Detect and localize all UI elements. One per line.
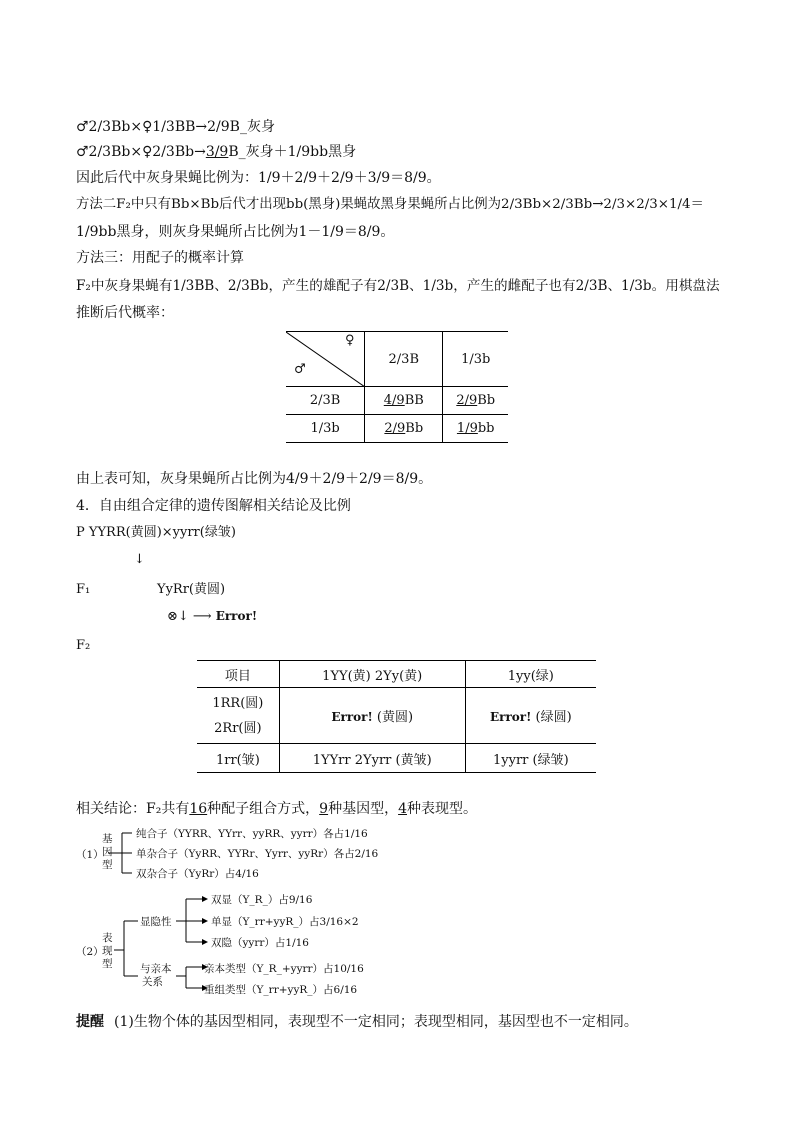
- punnett-cell-1-1: [365, 387, 443, 415]
- punnett-cell-2-2: [443, 415, 508, 443]
- line-method-3-desc-cont: 推断后代概率：: [76, 305, 174, 321]
- punnett-col-1: 2/3B: [365, 332, 443, 387]
- f1-genotype: YyRr(黄圆): [157, 582, 226, 597]
- f2-row-rr2: 2Rr(圆): [214, 720, 262, 736]
- punnett-cell-1-2-genotype: Bb: [477, 393, 496, 408]
- f2-cell-yellow-round: [279, 688, 465, 744]
- line-method-3-desc: F₂中灰身果蝇有1/3BB、2/3Bb，产生的雄配子有2/3B、1/3b，产生的雌配子也有2/3B、1/3b。用棋盘法: [76, 278, 720, 294]
- f2-cell-green-round-label: (绿圆): [531, 710, 572, 725]
- punnett-cell-1-2: [443, 387, 508, 415]
- line-method-3: 方法三：用配子的概率计算: [76, 250, 244, 266]
- tree2-branch-1c: 双隐（yyrr）占1/16: [211, 937, 309, 949]
- tree1-branch-1: 纯合子（YYRR、YYrr、yyRR、yyrr）各占1/16: [136, 828, 368, 840]
- line-table-conclusion: 由上表可知，灰身果蝇所占比例为4/9＋2/9＋2/9＝8/9。: [76, 471, 433, 487]
- f2-cell-green-wrinkled: 1yyrr (绿皱): [492, 752, 569, 768]
- conc-a: 相关结论：F₂共有: [76, 801, 190, 817]
- tree2-label-2: 现: [102, 945, 113, 957]
- tree2-number: （2）: [76, 946, 104, 958]
- punnett-cell-2-1: [365, 415, 443, 443]
- female-symbol: ♀: [345, 333, 355, 348]
- tree1-label-1: 基: [102, 833, 113, 845]
- reminder-label: 提醒: [76, 1014, 104, 1030]
- tree2-group-2b: 关系: [142, 976, 163, 988]
- conc-b: 16: [189, 801, 208, 817]
- punnett-cell-2-1-value: 2/9: [384, 421, 406, 436]
- f2-cell-yellow-wrinkled: 1YYrr 2Yyrr (黄皱): [279, 744, 465, 773]
- tree2-branch-2a: 亲本类型（Y_R_+yyrr）占10/16: [204, 963, 364, 975]
- tree1-branch-2: 单杂合子（YyRR、YYRr、Yyrr、yyRr）各占2/16: [136, 848, 379, 860]
- tree1-label-3: 型: [102, 859, 113, 871]
- error-field: Error!: [489, 710, 532, 724]
- conc-e: 种基因型，: [328, 801, 399, 817]
- tree2-branch-2b: 重组类型（Y_rr+yyR_）占6/16: [204, 984, 358, 996]
- tree2-group-1: 显隐性: [140, 916, 172, 928]
- line-cross-2b: 3/9: [205, 144, 229, 160]
- f2-label: F₂: [76, 638, 91, 653]
- punnett-cell-2-2-genotype: bb: [477, 421, 495, 436]
- tree2-label: [102, 932, 113, 971]
- section-heading-4: 4．自由组合定律的遗传图解相关结论及比例: [76, 498, 351, 514]
- f2-cell-green-round: [465, 688, 596, 744]
- tree1-label: [102, 833, 113, 872]
- selfing-symbol-icon: ⊗↓ ⟶: [167, 609, 212, 624]
- f2-row-wrinkled: 1rr(皱): [197, 744, 279, 773]
- tree1-label-2: 因: [102, 846, 113, 858]
- f2-header-item: 项目: [197, 661, 279, 688]
- conc-c: 种配子组合方式，: [207, 801, 320, 817]
- tree2-group-2: [140, 963, 172, 989]
- line-reminder: [76, 1012, 638, 1032]
- f1-label: F₁: [76, 582, 91, 597]
- tree1-number: （1）: [76, 849, 104, 861]
- conc-g: 种表现型。: [407, 801, 477, 817]
- f2-header-yellow: 1YY(黄) 2Yy(黄): [279, 661, 465, 688]
- error-field: Error!: [331, 710, 373, 724]
- line-cross-1: ♂2/3Bb×♀1/3BB→2/9B_灰身: [76, 119, 275, 135]
- tree2-label-3: 型: [102, 958, 113, 970]
- punnett-table: [286, 331, 508, 443]
- punnett-cell-2-1-genotype: Bb: [405, 421, 424, 436]
- f2-row-round: [197, 688, 279, 744]
- f2-row-rr: 1RR(圆): [212, 695, 264, 711]
- punnett-corner: [286, 332, 365, 387]
- selfing-arrow: [167, 606, 257, 627]
- conc-f: 4: [398, 801, 407, 817]
- line-conclusion-1: 因此后代中灰身果蝇比例为：1/9＋2/9＋2/9＋3/9＝8/9。: [76, 170, 441, 186]
- tree2-branch-1b: 单显（Y_rr+yyR_）占3/16×2: [211, 916, 359, 928]
- punnett-row-2: 1/3b: [286, 415, 365, 443]
- reminder-text: (1)生物个体的基因型相同，表现型不一定相同；表现型相同，基因型也不一定相同。: [114, 1014, 638, 1030]
- tree2-group-2a: 与亲本: [140, 963, 172, 975]
- f2-cell-yellow-round-label: (黄圆): [372, 710, 414, 725]
- punnett-col-2: 1/3b: [461, 351, 491, 367]
- line-method-2: 方法二F₂中只有Bb×Bb后代才出现bb(黑身)果蝇故黑身果蝇所占比例为2/3Bb×2/3Bb→2/3×2/3×1/4＝: [76, 197, 704, 212]
- f2-table: [197, 660, 596, 773]
- line-parent-cross: P YYRR(黄圆)×yyrr(绿皱): [76, 525, 236, 540]
- punnett-cell-1-1-genotype: BB: [404, 393, 424, 408]
- line-cross-2c: B_灰身＋1/9bb黑身: [228, 144, 357, 160]
- male-symbol: ♂: [294, 362, 306, 377]
- f2-header-green: 1yy(绿): [507, 668, 554, 684]
- punnett-row-1: 2/3B: [286, 387, 365, 415]
- conc-d: 9: [319, 801, 329, 817]
- punnett-cell-2-2-value: 1/9: [456, 421, 478, 436]
- punnett-cell-1-1-value: 4/9: [383, 393, 405, 408]
- down-arrow-1: ↓: [134, 552, 145, 567]
- tree1-branch-3: 双杂合子（YyRr）占4/16: [136, 868, 259, 880]
- line-cross-2a: ♂2/3Bb×♀2/3Bb→: [76, 144, 206, 160]
- punnett-cell-1-2-value: 2/9: [456, 393, 478, 408]
- line-method-2-cont: 1/9bb黑身，则灰身果蝇所占比例为1－1/9＝8/9。: [76, 224, 395, 240]
- tree2-branch-1a: 双显（Y_R_）占9/16: [211, 894, 313, 906]
- error-field: Error!: [215, 609, 258, 623]
- line-related-conclusion: [76, 799, 477, 819]
- tree2-label-1: 表: [102, 932, 113, 944]
- line-cross-2: [76, 142, 356, 162]
